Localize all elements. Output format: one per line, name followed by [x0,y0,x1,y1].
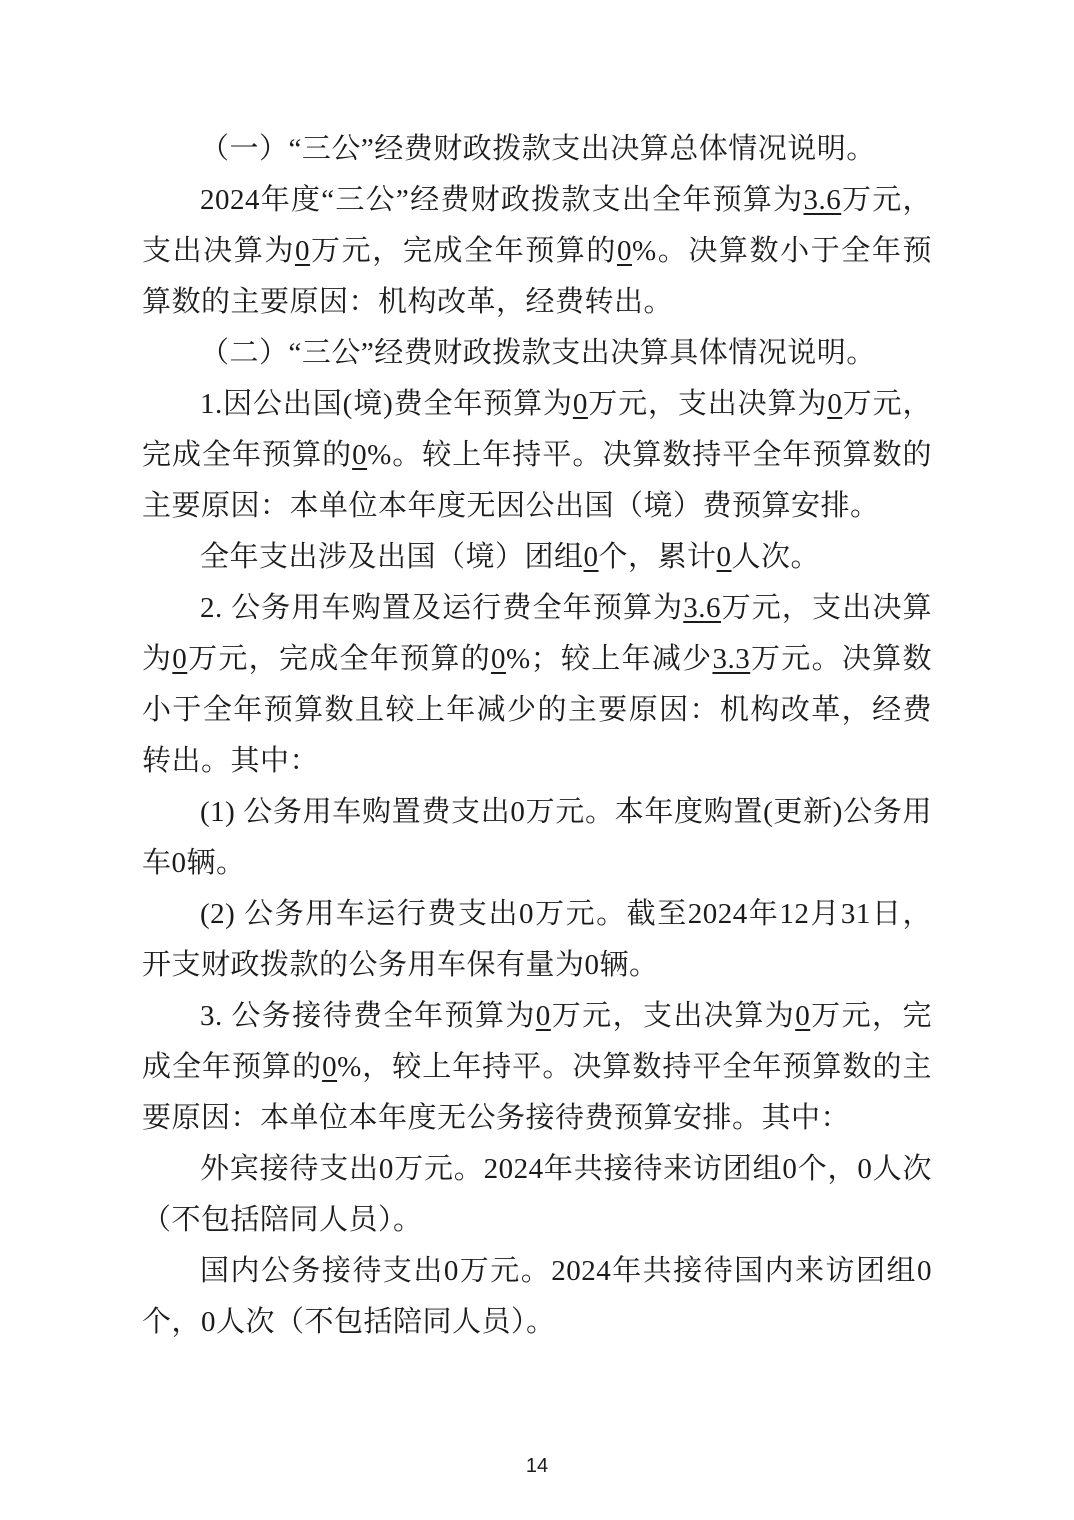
paragraph-section-2-heading [142,328,932,379]
paragraph-section-1-heading [142,124,932,175]
underlined-value: 0 [795,1000,811,1032]
underlined-value: 0 [352,439,368,471]
text-run: %。较上年持平。决算数持平全年预算数的主要原因：本单位本年度无因公出国（境）费预算安排。 [142,439,932,522]
text-run: 外宾接待支出0万元。2024年共接待来访团组0个，0人次（不包括陪同人员）。 [142,1153,932,1236]
underlined-value: 0 [716,541,732,573]
text-run: （二）“三公”经费财政拨款支出决算具体情况说明。 [200,337,876,369]
paragraph-item-2-1-purchase [142,787,932,889]
text-run: (1) 公务用车购置费支出0万元。本年度购置(更新)公务用车0辆。 [142,796,932,879]
text-run: 万元。决算数小于全年预算数且较上年减少的主要原因：机构改革，经费转出。其中： [142,643,932,777]
underlined-value: 0 [583,541,599,573]
underlined-value: 3.6 [683,592,721,624]
document-body [142,124,932,1348]
page-number: 14 [525,1455,549,1477]
underlined-value: 0 [294,235,310,267]
underlined-value: 3.3 [712,643,751,675]
text-run: 2. 公务用车购置及运行费全年预算为 [200,592,684,624]
text-run: 万元，完成全年预算的 [187,643,492,675]
page-footer [0,1455,1074,1478]
text-run: 万元，完成全年预算的 [142,1000,932,1083]
paragraph-section-1-body [142,175,932,328]
text-run: 万元，支出决算为 [142,592,932,675]
underlined-value: 0 [322,1051,338,1083]
text-run: （一）“三公”经费财政拨款支出决算总体情况说明。 [200,133,876,165]
paragraph-item-3-domestic-reception [142,1246,932,1348]
text-run: 万元，支出决算为 [142,184,932,267]
text-run: 国内公务接待支出0万元。2024年共接待国内来访团组0个，0人次（不包括陪同人员）。 [142,1255,932,1338]
text-run: 万元，完成全年预算的 [142,388,932,471]
paragraph-item-1-groups [142,532,932,583]
underlined-value: 0 [827,388,843,420]
underlined-value: 3.6 [803,184,842,216]
underlined-value: 0 [616,235,632,267]
text-run: 万元，完成全年预算的 [309,235,617,267]
underlined-value: 0 [572,388,588,420]
text-run: (2) 公务用车运行费支出0万元。截至2024年12月31日，开支财政拨款的公务用车保有量为0辆。 [142,898,932,981]
paragraph-item-2-vehicle-fee [142,583,932,787]
text-run: 2024年度“三公”经费财政拨款支出全年预算为 [200,184,804,216]
text-run: 全年支出涉及出国（境）团组 [200,541,584,573]
paragraph-item-3-foreign-reception [142,1144,932,1246]
text-run: 人次。 [731,541,821,573]
underlined-value: 0 [172,643,188,675]
text-run: 万元，支出决算为 [550,1000,796,1032]
text-run: 个，累计 [598,541,717,573]
paragraph-item-3-reception-fee [142,991,932,1144]
text-run: %；较上年减少 [506,643,713,675]
underlined-value: 0 [491,643,507,675]
paragraph-item-2-2-operation [142,889,932,991]
underlined-value: 0 [535,1000,551,1032]
text-run: %，较上年持平。决算数持平全年预算数的主要原因：本单位本年度无公务接待费预算安排。其中： [142,1051,932,1134]
text-run: 万元，支出决算为 [587,388,828,420]
text-run: 1.因公出国(境)费全年预算为 [200,388,573,420]
paragraph-item-1-abroad-fee [142,379,932,532]
text-run: %。决算数小于全年预算数的主要原因：机构改革，经费转出。 [142,235,932,318]
text-run: 3. 公务接待费全年预算为 [200,1000,536,1032]
